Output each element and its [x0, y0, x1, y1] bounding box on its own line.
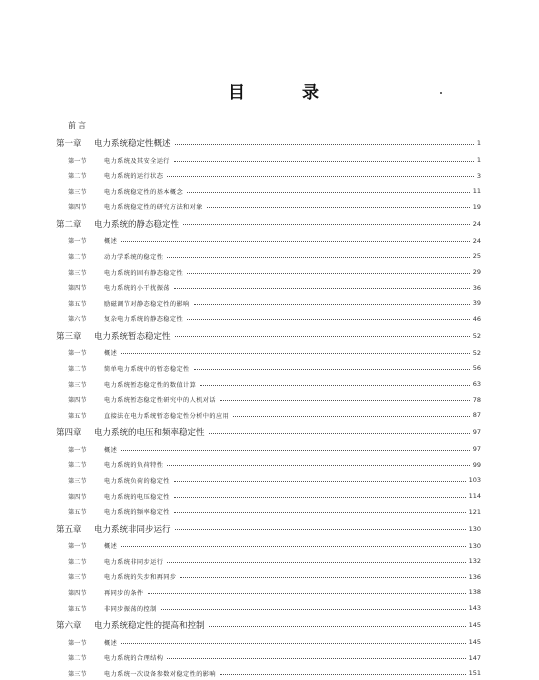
dot-leader: [220, 674, 466, 675]
toc-entry-number: 第三节: [68, 188, 87, 196]
dot-leader: [174, 481, 466, 482]
toc-entry-number: 第四节: [68, 285, 87, 293]
toc-section-row[interactable]: [68, 489, 481, 503]
toc-page-number: 3: [476, 171, 481, 180]
toc-page-number: 46: [472, 314, 481, 323]
toc-section-row[interactable]: [68, 585, 481, 599]
toc-page-number: 29: [472, 268, 481, 276]
toc-entry-title: 电力系统暂态稳定性研究中的人机对话: [104, 397, 216, 405]
toc-page-number: 78: [472, 395, 481, 404]
toc-entry-title: 概述: [104, 350, 118, 358]
toc-entry-title: 电力系统及其安全运行: [104, 157, 170, 165]
toc-entry-number: 第二节: [68, 558, 87, 566]
toc-section-row[interactable]: [68, 570, 481, 584]
toc-entry-title: 概述: [104, 639, 118, 647]
toc-entry-number: 第六节: [68, 316, 87, 324]
dot-leader: [174, 512, 466, 513]
toc-section-row[interactable]: [68, 234, 481, 248]
toc-entry-number: 第二节: [68, 462, 87, 470]
dot-leader: [194, 304, 470, 305]
toc-page-number: 143: [468, 604, 481, 612]
dot-leader: [187, 319, 470, 320]
toc-entry-number: 第二章: [56, 219, 82, 230]
toc-entry-title: 电力系统暂态稳定性: [94, 331, 171, 342]
toc-entry-number: 第四节: [68, 589, 87, 597]
dot-leader: [121, 241, 470, 242]
toc-page-number: 52: [472, 348, 481, 357]
dot-leader: [121, 546, 465, 547]
toc-entry-number: 第一节: [68, 157, 87, 165]
dot-leader: [183, 224, 470, 225]
dot-leader: [174, 288, 470, 289]
toc-entry-title: 电力系统的电压和频率稳定性: [94, 428, 205, 439]
toc-page-number: 130: [468, 524, 481, 533]
toc-page-number: 138: [468, 588, 481, 597]
dot-leader: [174, 161, 474, 162]
toc-chapter-row[interactable]: [56, 425, 481, 439]
toc-entry-title: 再同步的条件: [104, 589, 144, 597]
toc-entry-title: 电力系统负荷的稳定性: [104, 477, 170, 485]
toc-entry-title: 电力系统稳定性的提高和控制: [94, 621, 205, 631]
toc-page-number: 56: [472, 364, 481, 373]
toc-chapter-row[interactable]: [56, 329, 481, 343]
toc-entry-number: 第六章: [56, 621, 82, 631]
toc-section-row[interactable]: [68, 442, 481, 456]
toc-section-row[interactable]: [68, 554, 481, 568]
toc-entry-number: 第三节: [68, 477, 87, 485]
toc-entry-number: 第五章: [56, 524, 82, 535]
toc-page-number: 1: [476, 156, 481, 164]
dot-leader: [148, 593, 466, 594]
dot-leader: [167, 176, 474, 177]
dot-leader: [233, 416, 470, 417]
toc-entry-number: 第四节: [68, 493, 87, 501]
toc-page-number: 24: [472, 236, 481, 245]
toc-entry-number: 第四章: [56, 428, 82, 439]
toc-entry-title: 概述: [104, 543, 118, 551]
toc-section-row[interactable]: [68, 361, 481, 375]
toc-entry-number: 第四节: [68, 397, 87, 405]
title-char-1: 目: [228, 83, 245, 103]
dot-leader: [167, 658, 465, 659]
toc-entry-number: 第五节: [68, 509, 87, 517]
toc-page-number: 103: [468, 476, 481, 485]
toc-entry-title: 电力系统稳定性概述: [94, 139, 171, 149]
toc-page-number: 25: [472, 252, 481, 261]
toc-entry-number: 第三节: [68, 574, 87, 582]
toc-page-number: 145: [468, 621, 481, 629]
toc-section-row[interactable]: [68, 281, 481, 295]
toc-section-row[interactable]: [68, 505, 481, 519]
toc-section-row[interactable]: [68, 377, 481, 391]
dot-leader: [209, 433, 470, 434]
toc-entry-title: 电力系统稳定性的研究方法和对象: [104, 204, 203, 212]
toc-section-row[interactable]: [68, 539, 481, 553]
toc-page-number: 97: [472, 445, 481, 454]
toc-section-row[interactable]: [68, 249, 481, 263]
toc-entry-title: 复杂电力系统的静态稳定性: [104, 316, 184, 324]
toc-entry-number: 第五节: [68, 300, 87, 308]
toc-entry-number: 第一节: [68, 446, 87, 454]
dot-leader: [167, 562, 465, 563]
toc-section-row[interactable]: [68, 393, 481, 407]
toc-entry-title: 电力系统的失步和再同步: [104, 574, 177, 582]
dot-leader: [121, 643, 465, 644]
toc-page-number: 99: [472, 460, 481, 469]
toc-entry-number: 第二节: [68, 173, 87, 181]
page-title: [0, 78, 539, 103]
dot-leader: [175, 529, 466, 530]
print-speck: [440, 92, 442, 94]
toc-entry-title: 电力系统非同步运行: [94, 524, 171, 535]
toc-page-number: 63: [472, 380, 481, 388]
toc-entry-title: 电力系统稳定性的基本概念: [104, 188, 184, 196]
toc-entry-number: 第二节: [68, 655, 87, 663]
dot-leader: [121, 450, 470, 451]
toc-page-number: 147: [468, 653, 481, 662]
dot-leader: [121, 353, 470, 354]
toc-entry-number: 第二节: [68, 253, 87, 261]
dot-leader: [167, 257, 469, 258]
toc-entry-title: 非同步振荡的控制: [104, 605, 157, 613]
toc-entry-number: 第一节: [68, 350, 87, 358]
toc-entry-number: 第三节: [68, 381, 87, 389]
dot-leader: [180, 577, 465, 578]
toc-chapter-row[interactable]: [56, 618, 481, 632]
toc-page-number: 145: [468, 638, 481, 646]
toc-entry-number: 第三节: [68, 670, 87, 678]
toc-entry-title: 电力系统的负荷特性: [104, 462, 164, 470]
toc-entry-title: 直接法在电力系统暂态稳定性分析中的应用: [104, 412, 230, 420]
toc-page-number: 132: [468, 557, 481, 566]
toc-page-number: 136: [468, 572, 481, 581]
dot-leader: [175, 336, 470, 337]
toc-chapter-row[interactable]: [56, 217, 481, 231]
dot-leader: [209, 626, 466, 627]
toc-page-number: 114: [468, 492, 481, 500]
toc-page-number: 19: [472, 202, 481, 211]
dot-leader: [194, 369, 470, 370]
toc-section-row[interactable]: [68, 666, 481, 680]
toc-section-row[interactable]: [68, 651, 481, 665]
toc-entry-title: 概述: [104, 446, 118, 454]
toc-chapter-row[interactable]: [56, 522, 481, 536]
toc-entry-title: 概述: [104, 238, 118, 246]
toc-page-number: 130: [468, 541, 481, 550]
toc-entry-title: 动力学系统的稳定性: [104, 253, 164, 261]
toc-entry-number: 第三章: [56, 331, 82, 342]
toc-entry-number: 第一章: [56, 139, 82, 149]
toc-page-number: 11: [472, 187, 481, 196]
toc-page-number: 97: [472, 428, 481, 437]
dot-leader: [175, 144, 474, 145]
toc-entry-number: 第五节: [68, 412, 87, 420]
toc-page-number: 24: [472, 219, 481, 228]
toc-entry-title: 电力系统的固有静态稳定性: [104, 269, 184, 277]
toc-entry-number: 第一节: [68, 543, 87, 551]
toc-section-row[interactable]: [68, 473, 481, 487]
toc-section-row[interactable]: [68, 184, 481, 198]
toc-entry-title: 电力系统一次设备参数对稳定性的影响: [104, 670, 216, 678]
toc-entry-title: 电力系统的运行状态: [104, 173, 164, 181]
toc-entry-title: 电力系统暂态稳定性的数值计算: [104, 381, 197, 389]
toc-page-number: 1: [476, 139, 481, 147]
toc-page-number: 87: [472, 411, 481, 420]
toc-section-row[interactable]: [68, 458, 481, 472]
dot-leader: [187, 192, 470, 193]
toc-entry-title: 电力系统的电压稳定性: [104, 493, 170, 501]
toc-entry-number: 第四节: [68, 204, 87, 212]
toc-entry-number: 第一节: [68, 238, 87, 246]
toc-page-number: 121: [468, 507, 481, 516]
toc-page-number: 36: [472, 283, 481, 292]
dot-leader: [187, 273, 470, 274]
toc-section-row[interactable]: [68, 296, 481, 310]
dot-leader: [207, 207, 470, 208]
dot-leader: [174, 497, 466, 498]
toc-entry-number: 第一节: [68, 639, 87, 647]
toc-section-row[interactable]: [68, 200, 481, 214]
toc-entry-title: 电力系统的静态稳定性: [94, 219, 180, 230]
toc-entry-title: 励磁调节对静态稳定性的影响: [104, 300, 190, 308]
toc-entry-title: 电力系统的合理结构: [104, 655, 164, 663]
toc-section-row[interactable]: [68, 153, 481, 167]
toc-section-row[interactable]: [68, 635, 481, 649]
dot-leader: [220, 400, 470, 401]
toc-entry-title: 电力系统非同步运行: [104, 558, 164, 566]
toc-section-row[interactable]: [68, 312, 481, 326]
toc-section-row[interactable]: [68, 408, 481, 422]
dot-leader: [167, 465, 469, 466]
toc-page-number: 52: [472, 331, 481, 340]
toc-preface[interactable]: 前言: [68, 120, 88, 130]
title-char-2: 录: [302, 83, 319, 103]
dot-leader: [200, 385, 469, 386]
toc-page-number: 151: [468, 669, 481, 678]
toc-entry-number: 第五节: [68, 605, 87, 613]
toc-section-row[interactable]: [68, 346, 481, 360]
toc-section-row[interactable]: [68, 265, 481, 279]
toc-section-row[interactable]: [68, 169, 481, 183]
dot-leader: [161, 609, 466, 610]
toc-entry-number: 第二节: [68, 365, 87, 373]
toc-entry-title: 简单电力系统中的暂态稳定性: [104, 365, 190, 373]
toc-entry-title: 电力系统的小干扰振荡: [104, 285, 170, 293]
toc-chapter-row[interactable]: [56, 136, 481, 150]
toc-section-row[interactable]: [68, 601, 481, 615]
toc-entry-number: 第三节: [68, 269, 87, 277]
toc-page-number: 39: [472, 299, 481, 308]
toc-entry-title: 电力系统的频率稳定性: [104, 509, 170, 517]
